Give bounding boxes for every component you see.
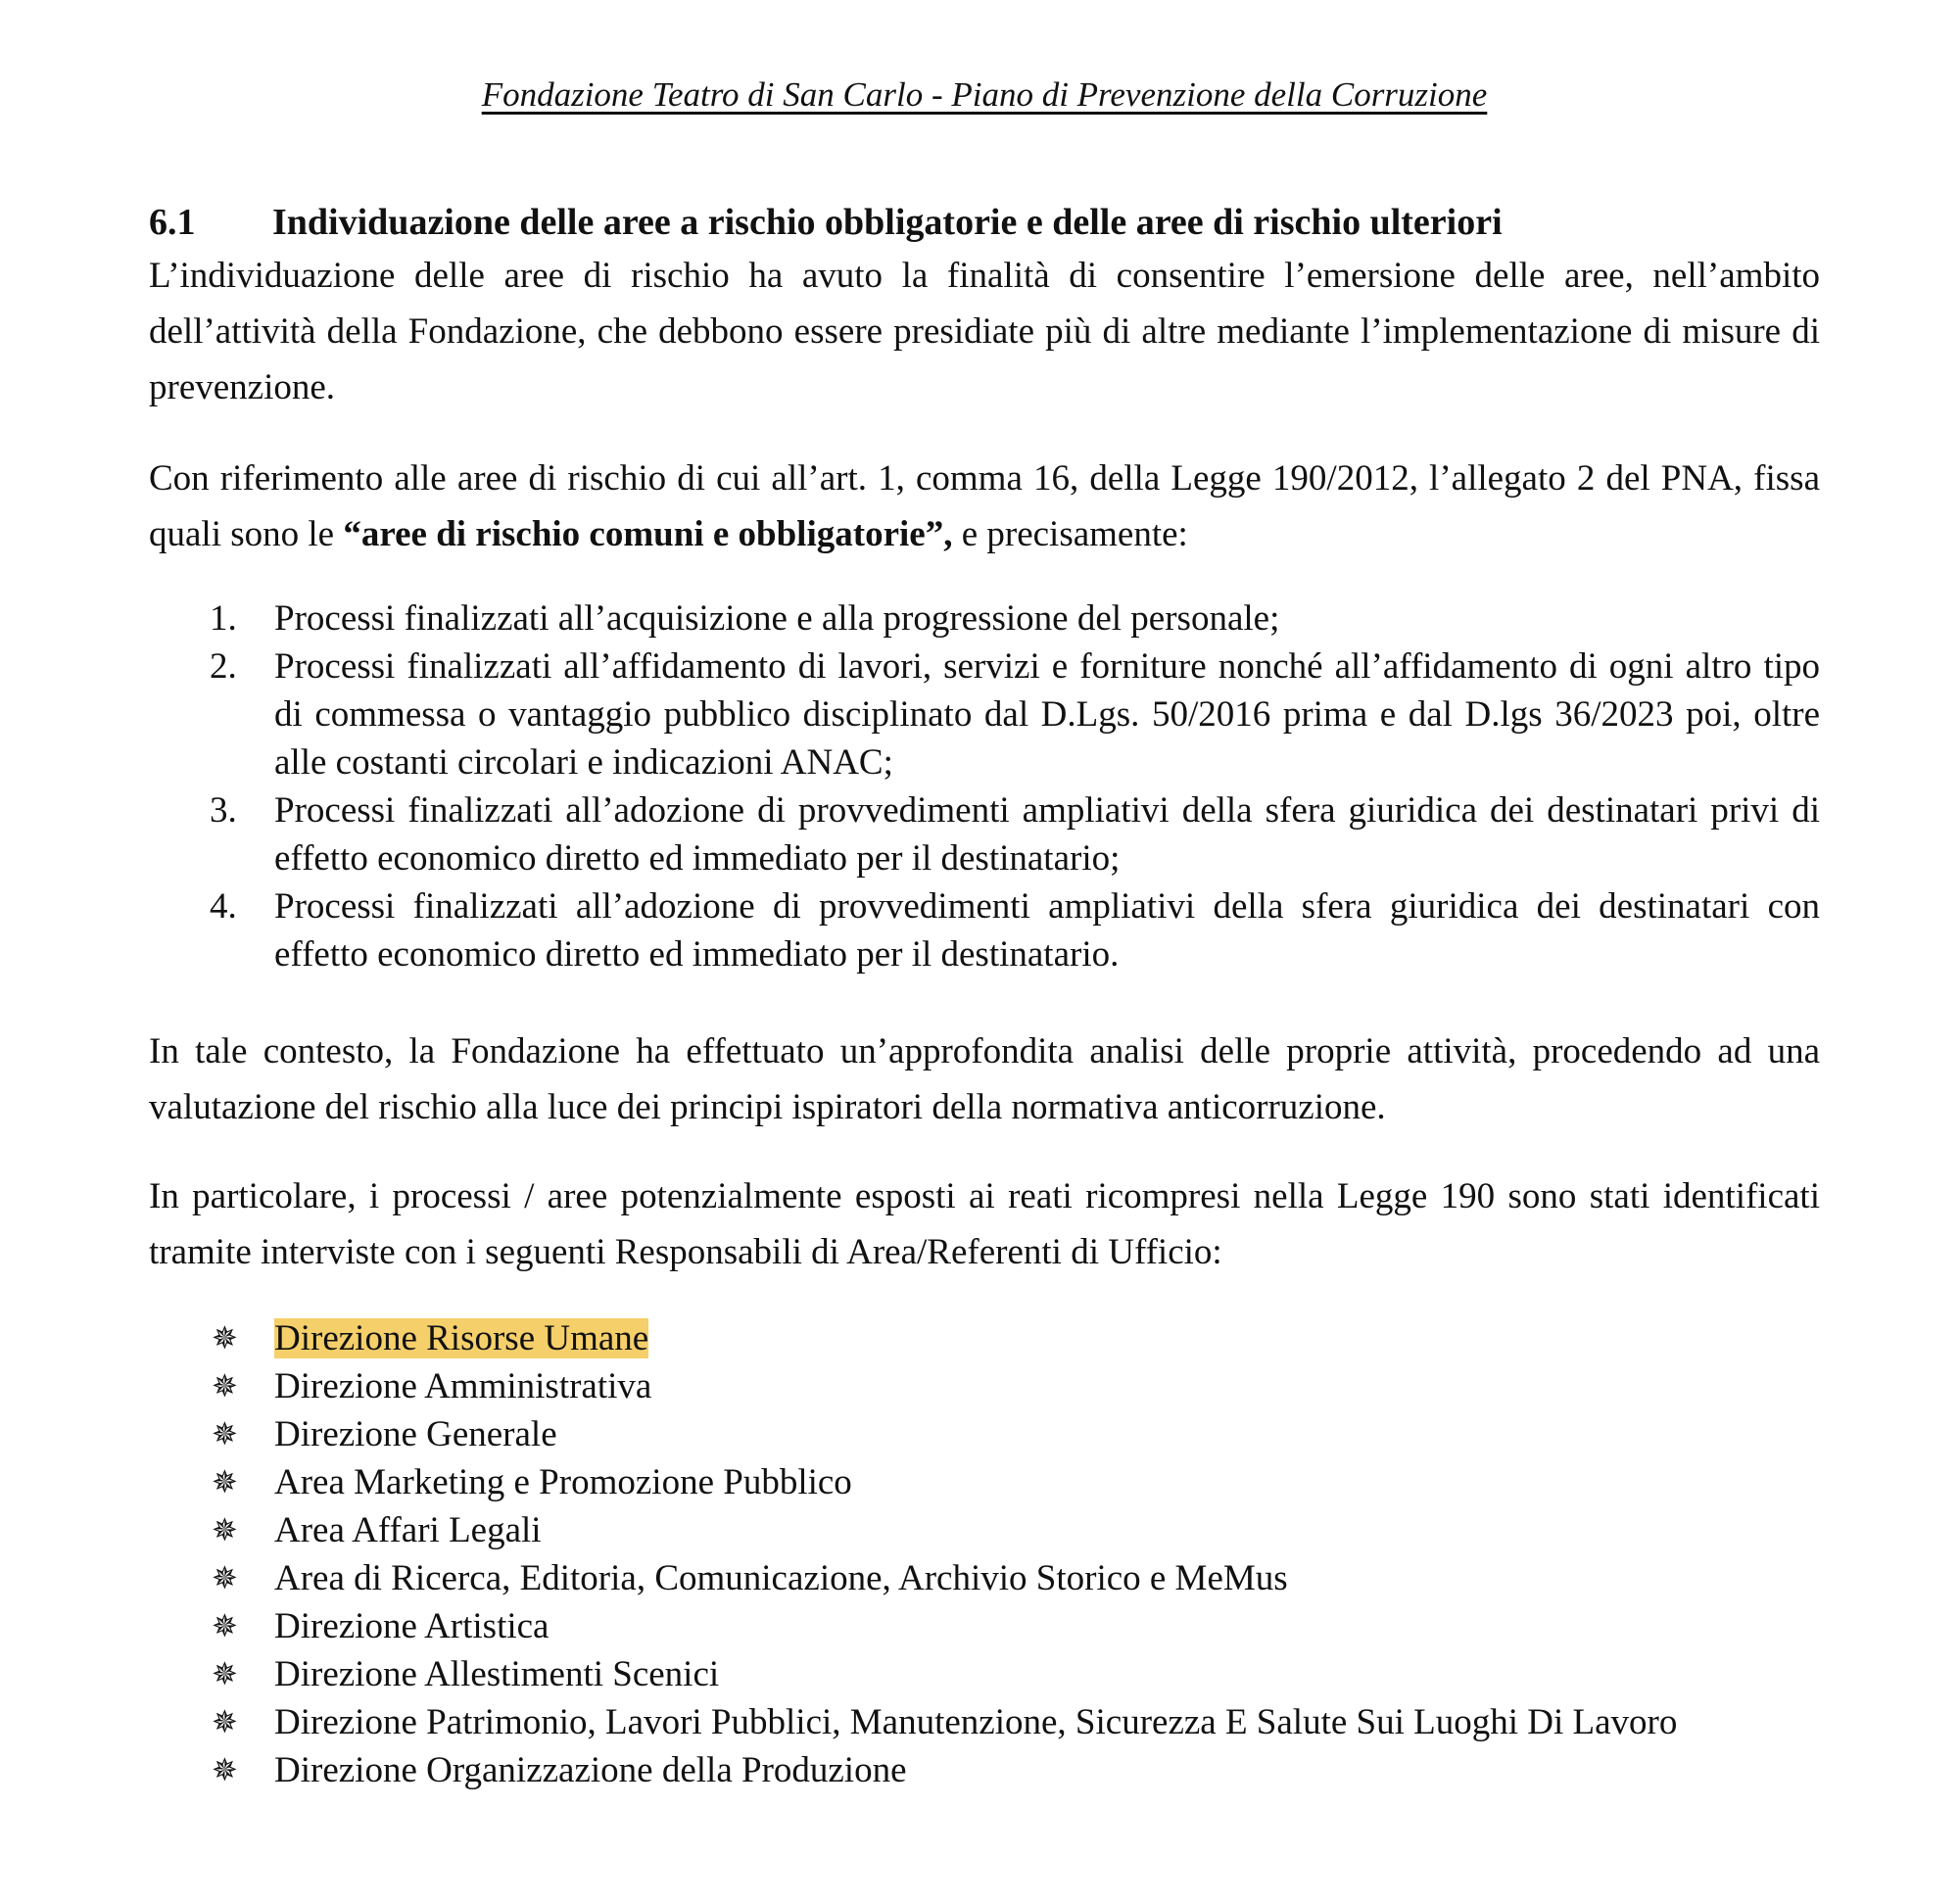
list-item xyxy=(149,1506,1820,1554)
list-item-text: Direzione Patrimonio, Lavori Pubblici, Manutenzione, Sicurezza E Salute Sui Luoghi Di Lavoro xyxy=(274,1702,1678,1742)
reference-text-end: e precisamente: xyxy=(952,514,1188,554)
list-item-text: Processi finalizzati all’acquisizione e alla progressione del personale; xyxy=(274,598,1280,639)
list-item-text: Processi finalizzati all’adozione di provvedimenti ampliativi della sfera giuridica dei destinatari con effetto economico diretto ed immediato per il destinatario. xyxy=(274,886,1820,975)
highlighted-list-item-text: Direzione Risorse Umane xyxy=(274,1318,649,1358)
section-number: 6.1 xyxy=(149,202,196,243)
list-item-text: Direzione Artistica xyxy=(274,1606,549,1646)
star-bullet-icon: ✵ xyxy=(212,1655,238,1692)
list-number: 1. xyxy=(210,598,237,639)
list-item xyxy=(149,1698,1820,1746)
list-item-text: Processi finalizzati all’adozione di provvedimenti ampliativi della sfera giuridica dei destinatari privi di effetto economico diretto ed immediato per il destinatario; xyxy=(274,790,1820,879)
star-bullet-icon: ✵ xyxy=(212,1415,238,1452)
particular-paragraph: In particolare, i processi / aree potenzialmente esposti ai reati ricompresi nella Legge 190 sono stati identificati tramite interviste con i seguenti Responsabili di Area/Referenti di Ufficio: xyxy=(149,1176,1820,1272)
section-heading xyxy=(149,198,1503,247)
list-item xyxy=(149,1458,1820,1506)
list-item-text: Area Affari Legali xyxy=(274,1510,542,1550)
list-item xyxy=(149,1602,1820,1650)
list-item xyxy=(149,882,1820,978)
list-item-text: Processi finalizzati all’affidamento di lavori, servizi e forniture nonché all’affidamento di ogni altro tipo di commessa o vantaggio pubblico disciplinato dal D.Lgs. 50/2016 prima e dal D.lgs 36/2023 poi, oltre alle costanti circolari e indicazioni ANAC; xyxy=(274,646,1820,783)
star-bullet-icon: ✵ xyxy=(212,1463,238,1500)
list-number: 3. xyxy=(210,790,237,831)
list-item xyxy=(149,1410,1820,1458)
list-item xyxy=(149,1554,1820,1602)
list-item-text: Area Marketing e Promozione Pubblico xyxy=(274,1462,852,1502)
list-item-text: Area di Ricerca, Editoria, Comunicazione, Archivio Storico e MeMus xyxy=(274,1558,1288,1598)
star-bullet-icon: ✵ xyxy=(212,1559,238,1596)
reference-paragraph xyxy=(149,451,1820,562)
star-bullet-icon: ✵ xyxy=(212,1751,238,1788)
list-item xyxy=(149,786,1820,882)
risk-areas-list xyxy=(149,595,1820,978)
list-item xyxy=(149,595,1820,643)
star-bullet-icon: ✵ xyxy=(212,1511,238,1548)
list-item xyxy=(149,1746,1820,1794)
star-bullet-icon: ✵ xyxy=(212,1319,238,1357)
list-item xyxy=(149,643,1820,786)
list-item xyxy=(149,1314,1820,1362)
list-item xyxy=(149,1362,1820,1410)
reference-bold-term: “aree di rischio comuni e obbligatorie”, xyxy=(343,514,953,554)
running-header: Fondazione Teatro di San Carlo - Piano di Prevenzione della Corruzione xyxy=(481,75,1488,114)
star-bullet-icon: ✵ xyxy=(212,1703,238,1740)
list-item-text: Direzione Generale xyxy=(274,1414,557,1454)
list-number: 2. xyxy=(210,646,237,687)
intro-paragraph: L’individuazione delle aree di rischio ha avuto la finalità di consentire l’emersione delle aree, nell’ambito dell’attività della Fondazione, che debbono essere presidiate più di altre mediante l’implementazione di misure di prevenzione. xyxy=(149,256,1820,407)
section-title: Individuazione delle aree a rischio obbligatorie e delle aree di rischio ulteriori xyxy=(272,202,1503,243)
list-item xyxy=(149,1650,1820,1698)
context-paragraph: In tale contesto, la Fondazione ha effettuato un’approfondita analisi delle proprie attività, procedendo ad una valutazione del rischio alla luce dei principi ispiratori della normativa anticorruzione. xyxy=(149,1031,1820,1127)
list-item-text: Direzione Organizzazione della Produzione xyxy=(274,1750,907,1790)
star-bullet-icon: ✵ xyxy=(212,1607,238,1644)
list-number: 4. xyxy=(210,886,237,927)
list-item-text: Direzione Amministrativa xyxy=(274,1366,652,1406)
departments-list xyxy=(149,1314,1820,1794)
reference-text-start: Con riferimento alle aree di rischio di cui all’art. 1, comma 16, della Legge 190/2012, l’allegato 2 del PNA, fissa quali sono le xyxy=(149,458,1820,554)
star-bullet-icon: ✵ xyxy=(212,1367,238,1404)
list-item-text: Direzione Allestimenti Scenici xyxy=(274,1654,720,1694)
